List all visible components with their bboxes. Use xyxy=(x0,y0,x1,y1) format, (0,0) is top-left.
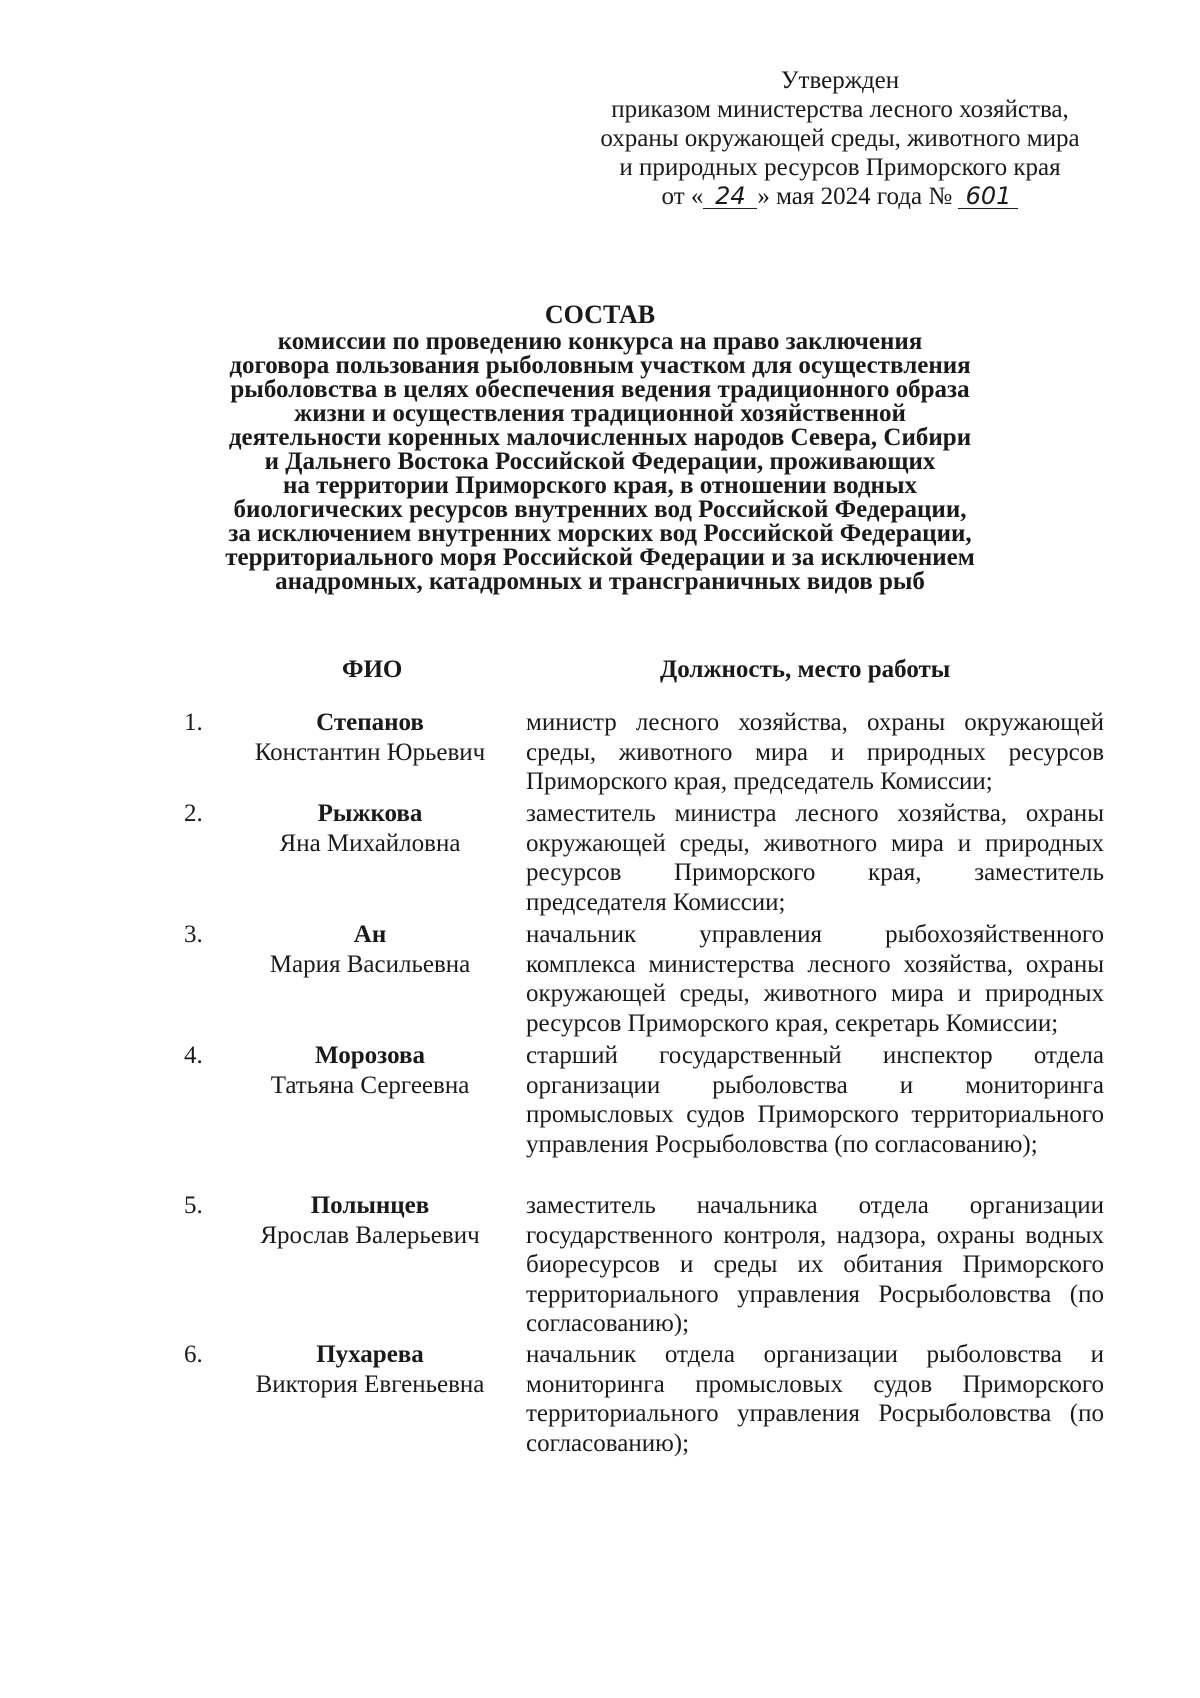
approval-order-line-3: и природных ресурсов Приморского края xyxy=(619,154,1061,181)
subtitle-line: за исключением внутренних морских вод Российской Федерации, xyxy=(228,520,972,547)
handwritten-day: 24 xyxy=(703,184,757,209)
member-position: начальник отдела организации рыболовства и мониторинга промысловых судов Приморского территориального управления Росрыболовства (по согласованию); xyxy=(526,1341,1104,1457)
subtitle-line: договора пользования рыболовным участком для осуществления xyxy=(229,352,971,379)
member-number: 6. xyxy=(184,1341,203,1368)
member-surname: Степанов xyxy=(316,709,424,736)
member-given-name: Мария Васильевна xyxy=(269,950,471,978)
subtitle-line: на территории Приморского края, в отношении водных xyxy=(283,472,917,499)
member-name xyxy=(225,1041,515,1100)
date-middle: » мая 2024 года № xyxy=(757,183,953,210)
member-position: министр лесного хозяйства, охраны окружающей среды, животного мира и природных ресурсов Приморского края, председатель Комиссии; xyxy=(526,709,1104,795)
member-given-name: Константин Юрьевич xyxy=(254,738,486,766)
member-surname: Рыжкова xyxy=(317,800,423,827)
member-surname: Ан xyxy=(353,921,387,948)
member-position: заместитель министра лесного хозяйства, охраны окружающей среды, животного мира и природных ресурсов Приморского края, заместитель председателя Комиссии; xyxy=(526,800,1104,916)
subtitle-line: рыболовства в целях обеспечения ведения традиционного образа xyxy=(230,376,970,403)
member-surname: Морозова xyxy=(315,1042,425,1069)
subtitle-line: деятельности коренных малочисленных народов Севера, Сибири xyxy=(228,424,972,451)
member-position: начальник управления рыбохозяйственного комплекса министерства лесного хозяйства, охраны окружающей среды, животного мира и природных ресурсов Приморского края, секретарь Комиссии; xyxy=(526,921,1104,1037)
member-given-name: Татьяна Сергеевна xyxy=(270,1071,470,1099)
member-name xyxy=(225,799,515,858)
member-number: 5. xyxy=(184,1192,203,1219)
column-header-fio: ФИО xyxy=(342,656,403,683)
member-name xyxy=(225,1191,515,1250)
document-title: СОСТАВ xyxy=(544,300,656,329)
member-number: 4. xyxy=(184,1042,203,1069)
member-surname: Пухарева xyxy=(316,1341,424,1368)
handwritten-order-number: 601 xyxy=(958,184,1018,209)
member-name xyxy=(225,708,515,767)
member-surname: Полынцев xyxy=(310,1192,430,1219)
member-name xyxy=(225,1340,515,1399)
member-number: 2. xyxy=(184,800,203,827)
subtitle-line: жизни и осуществления традиционной хозяйственной xyxy=(294,400,906,427)
approval-label: Утвержден xyxy=(780,67,900,94)
column-header-position: Должность, место работы xyxy=(660,656,951,683)
subtitle-line: территориального моря Российской Федерации и за исключением xyxy=(225,544,975,571)
member-given-name: Яна Михайловна xyxy=(279,829,461,857)
subtitle-line: биологических ресурсов внутренних вод Российской Федерации, xyxy=(233,496,967,523)
approval-date-line xyxy=(560,182,1120,211)
member-position: заместитель начальника отдела организации государственного контроля, надзора, охраны водных биоресурсов и среды их обитания Приморского территориального управления Росрыболовства (по согласованию); xyxy=(526,1192,1104,1337)
approval-order-line-2: охраны окружающей среды, животного мира xyxy=(600,125,1080,152)
subtitle-line: анадромных, катадромных и трансграничных видов рыб xyxy=(275,568,925,595)
subtitle-line: и Дальнего Востока Российской Федерации, проживающих xyxy=(264,448,936,475)
approval-block xyxy=(560,66,1120,211)
member-given-name: Ярослав Валерьевич xyxy=(260,1221,480,1249)
date-prefix: от « xyxy=(661,183,704,210)
document-title-block xyxy=(150,300,1050,594)
member-given-name: Виктория Евгеньевна xyxy=(255,1370,485,1398)
member-name xyxy=(225,920,515,979)
member-number: 3. xyxy=(184,921,203,948)
subtitle-line: комиссии по проведению конкурса на право заключения xyxy=(277,328,923,355)
member-number: 1. xyxy=(184,709,203,736)
approval-order-line-1: приказом министерства лесного хозяйства, xyxy=(611,96,1069,123)
member-position: старший государственный инспектор отдела организации рыболовства и мониторинга промысловых судов Приморского территориального управления Росрыболовства (по согласованию); xyxy=(526,1042,1104,1158)
